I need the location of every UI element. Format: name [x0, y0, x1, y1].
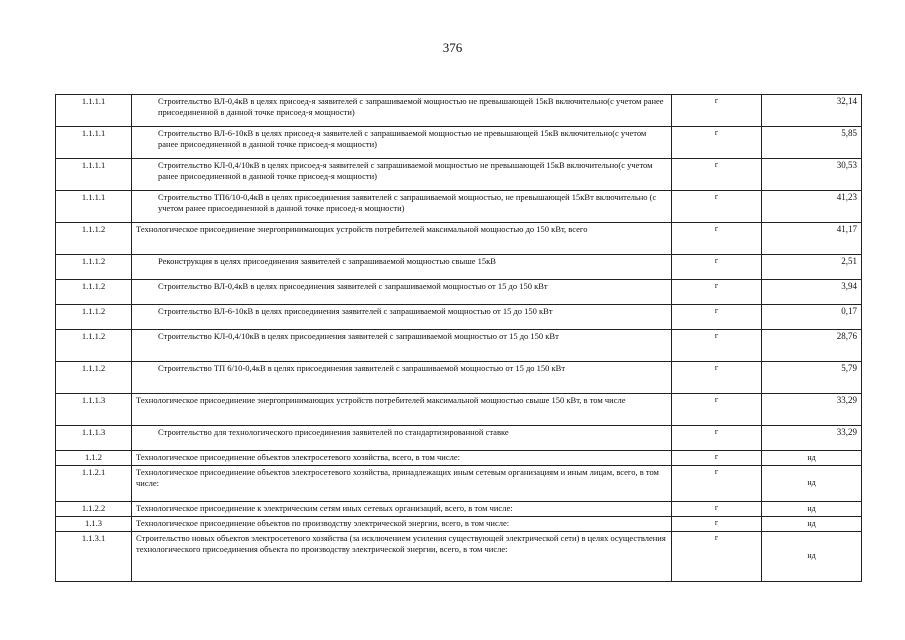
- table-row: [56, 330, 862, 362]
- row-value: 0,17: [762, 305, 862, 330]
- row-value: нд: [762, 517, 862, 532]
- row-value: 28,76: [762, 330, 862, 362]
- row-value: нд: [762, 466, 862, 502]
- table-row: [56, 127, 862, 159]
- table-row: [56, 362, 862, 394]
- row-number: 1.1.3: [56, 517, 132, 532]
- row-value: нд: [762, 451, 862, 466]
- row-description: Технологическое присоединение энергопринимающих устройств потребителей максимальной мощностью до 150 кВт, всего: [132, 223, 672, 255]
- row-value: 33,29: [762, 394, 862, 426]
- row-value: 41,23: [762, 191, 862, 223]
- row-value: 30,53: [762, 159, 862, 191]
- row-unit: г: [672, 394, 762, 426]
- row-description: Строительство КЛ-0,4/10кВ в целях присоединения заявителей с запрашиваемой мощностью от 15 до 150 кВт: [132, 330, 672, 362]
- row-number: 1.1.1.2: [56, 305, 132, 330]
- row-description: Строительство для технологического присоединения заявителей по стандартизированной ставке: [132, 426, 672, 451]
- row-number: 1.1.1.1: [56, 95, 132, 127]
- row-description: Строительство КЛ-0,4/10кВ в целях присоед-я заявителей с запрашиваемой мощностью не превышающей 15кВ включительно(с учетом ранее присоединенной в данной точке присоед-я мощности): [132, 159, 672, 191]
- table-row: [56, 305, 862, 330]
- row-description: Строительство ТП6/10-0,4кВ в целях присоединения заявителей с запрашиваемой мощностью, не превышающей 15кВт включительно (с учетом ранее присоединенной в данной точке присоед-я мощности): [132, 191, 672, 223]
- row-number: 1.1.2.2: [56, 502, 132, 517]
- table-row: [56, 95, 862, 127]
- row-unit: г: [672, 255, 762, 280]
- row-value: 41,17: [762, 223, 862, 255]
- table-row: [56, 451, 862, 466]
- table-row: [56, 426, 862, 451]
- table-row: [56, 466, 862, 502]
- row-number: 1.1.1.1: [56, 127, 132, 159]
- row-value: нд: [762, 532, 862, 582]
- row-unit: г: [672, 517, 762, 532]
- table-row: [56, 255, 862, 280]
- row-number: 1.1.1.2: [56, 280, 132, 305]
- row-description: Технологическое присоединение энергопринимающих устройств потребителей максимальной мощностью свыше 150 кВт, в том числе: [132, 394, 672, 426]
- row-description: Строительство ВЛ-0,4кВ в целях присоед-я заявителей с запрашиваемой мощностью не превышающей 15кВ включительно(с учетом ранее присоединенной в данной точке присоед-я мощности): [132, 95, 672, 127]
- row-value: нд: [762, 502, 862, 517]
- row-value: 33,29: [762, 426, 862, 451]
- row-description: Строительство новых объектов электросетевого хозяйства (за исключением усиления существующей электрической сети) в целях осуществления технологического присоединения объекта по производству электрической энергии, всего, в том числе:: [132, 532, 672, 582]
- row-number: 1.1.2.1: [56, 466, 132, 502]
- row-number: 1.1.3.1: [56, 532, 132, 582]
- row-value: 32,14: [762, 95, 862, 127]
- row-description: Технологическое присоединение к электрическим сетям иных сетевых организаций, всего, в том числе:: [132, 502, 672, 517]
- row-unit: г: [672, 330, 762, 362]
- row-number: 1.1.1.2: [56, 223, 132, 255]
- row-unit: г: [672, 191, 762, 223]
- table-row: [56, 191, 862, 223]
- table-row: [56, 532, 862, 582]
- row-number: 1.1.1.2: [56, 330, 132, 362]
- row-value: 2,51: [762, 255, 862, 280]
- row-number: 1.1.2: [56, 451, 132, 466]
- row-unit: г: [672, 502, 762, 517]
- table-row: [56, 223, 862, 255]
- row-value: 5,79: [762, 362, 862, 394]
- row-unit: г: [672, 532, 762, 582]
- row-description: Технологическое присоединение объектов электросетевого хозяйства, всего, в том числе:: [132, 451, 672, 466]
- row-description: Строительство ВЛ-6-10кВ в целях присоединения заявителей с запрашиваемой мощностью от 15 до 150 кВт: [132, 305, 672, 330]
- row-unit: г: [672, 451, 762, 466]
- row-description: Строительство ТП 6/10-0,4кВ в целях присоединения заявителей с запрашиваемой мощностью от 15 до 150 кВт: [132, 362, 672, 394]
- row-description: Технологическое присоединение объектов по производству электрической энергии, всего, в том числе:: [132, 517, 672, 532]
- row-description: Реконструкция в целях присоединения заявителей с запрашиваемой мощностью свыше 15кВ: [132, 255, 672, 280]
- row-description: Строительство ВЛ-6-10кВ в целях присоед-я заявителей с запрашиваемой мощностью не превышающей 15кВ включительно(с учетом ранее присоединенной в данной точке присоед-я мощности): [132, 127, 672, 159]
- investment-table: [55, 94, 862, 582]
- row-number: 1.1.1.3: [56, 394, 132, 426]
- table-row: [56, 502, 862, 517]
- row-number: 1.1.1.2: [56, 362, 132, 394]
- row-description: Технологическое присоединение объектов электросетевого хозяйства, принадлежащих иным сетевым организациям и иным лицам, всего, в том числе:: [132, 466, 672, 502]
- table-row: [56, 280, 862, 305]
- table-row: [56, 159, 862, 191]
- row-number: 1.1.1.1: [56, 159, 132, 191]
- row-number: 1.1.1.3: [56, 426, 132, 451]
- page-number: 376: [442, 40, 463, 55]
- row-unit: г: [672, 127, 762, 159]
- row-unit: г: [672, 223, 762, 255]
- row-unit: г: [672, 305, 762, 330]
- row-unit: г: [672, 466, 762, 502]
- row-value: 5,85: [762, 127, 862, 159]
- row-description: Строительство ВЛ-0,4кВ в целях присоединения заявителей с запрашиваемой мощностью от 15 до 150 кВт: [132, 280, 672, 305]
- row-unit: г: [672, 426, 762, 451]
- row-value: 3,94: [762, 280, 862, 305]
- row-unit: г: [672, 280, 762, 305]
- row-unit: г: [672, 159, 762, 191]
- table-row: [56, 394, 862, 426]
- row-unit: г: [672, 362, 762, 394]
- row-number: 1.1.1.2: [56, 255, 132, 280]
- row-number: 1.1.1.1: [56, 191, 132, 223]
- row-unit: г: [672, 95, 762, 127]
- table-row: [56, 517, 862, 532]
